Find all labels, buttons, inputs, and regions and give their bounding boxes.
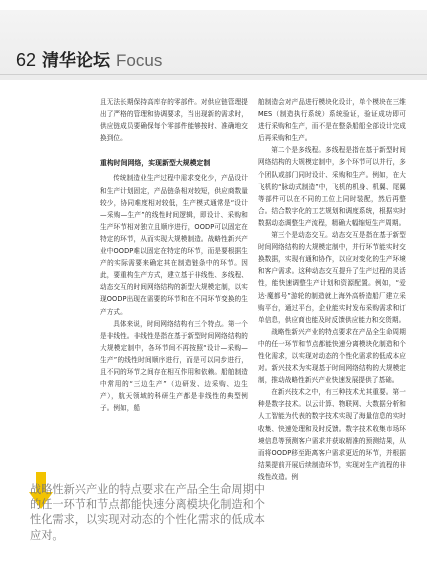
right-paragraph-2: 第二个是多线程。多线程是指在基于新型时间网络结构的大规模定制中，多个环节可以并行，多个团队或部门同时设计、采购和生产。例如，在大飞机的“脉动式制造”中，飞机的机身、机翼、尾翼等部件可以在不同的工位上同时装配，然后再整合。结合数字化的工艺规划和调度系统，根据实时数据动态调整生产流程，精确大幅缩短生产周期。 — [258, 146, 406, 227]
right-paragraph-3: 第三个是动态交互。动态交互是指在基于新型时间网络结构的大规模定制中，并行环节能实时交换数据，实现有通和协作，以应对变化的生产环境和客户需求。这种动态交互提升了生产过程的灵活性，能快速调整生产计划和资源配置。例如，“爱达·魔都号”游轮的制造就上海外高桥造船厂建立采购平台，通过平台，企业能实时发布采购需求和订单信息，供应商也能及时反馈供应能力和交货期。 — [258, 231, 406, 324]
right-paragraph-5: 在新兴技术之中，有三种技术尤其重要。第一种是数字技术。以云计算、物联网、大数据分析和人工智能为代表的数字技术实现了海量信息的实时收集、快速处理和及时反馈。数字技术收集市场环境信息等预测客户需求并获取精准的预测结果，从而将OODP移至距离客户需求更近的环节，并根据结果提前开展后续制造环节，实现对生产流程的非线性改造。例 — [258, 388, 406, 481]
section-name: 清华论坛 — [42, 51, 111, 71]
page-number: 62 — [16, 50, 37, 70]
header-divider — [0, 74, 427, 75]
section-subheading: 重构时间网络，实现新型大规模定制 — [100, 159, 211, 168]
page-header — [0, 0, 427, 80]
header-title — [16, 46, 162, 70]
pull-quote: 战略性新兴产业的特点要求在产品全生命周期中的任一环节和节点都能快速分离模块化制造和个性化需求，以实现对动态的个性化需求的低成本应对。 — [30, 483, 265, 542]
right-paragraph-4: 战略性新兴产业的特点要求在产品全生命周期中的任一环节和节点都能快速分离模块化制造和个性化需求，以实现对动态的个性化需求的低成本应对。新兴技术为实现基于时间网络结构的大规模定制，推动战略性新兴产业快速发展提供了基础。 — [258, 327, 406, 385]
left-column — [100, 96, 248, 472]
right-paragraph-1: 舶制造会对产品进行模块化设计，单个模块在三维MES（制造执行系统）系统验证，验证成功即可进行采购和生产，而不是在整条船船全部设计完成后再采购和生产。 — [258, 98, 406, 143]
left-paragraph-3: 具体来说，时间网络结构有三个特点。第一个是非线性。非线性是指在基于新型时间网络结构的大规模定制中，各环节间不再按照“设计—采购—生产”的线性时间顺序进行，而是可以同步进行，且不同的环节之间存在相互作用和依赖。船舶制造中常用的“三边生产”（边研发、边采购、边生产），航天领域的科研生产都是非线性的典型例子。例如，船 — [100, 319, 248, 413]
right-column — [258, 96, 406, 536]
left-paragraph-1: 且无法长期保持高库存的零部件。对供应链管理提出了严格的管理和协调要求，当出现新的需求时，供应链成员要确保每个零部件能够按时、准确地交换到位。 — [100, 98, 248, 143]
left-paragraph-2: 传统制造业生产过程中需求变化少，产品设计和生产计划固定，产品链条相对较短，供应商数量较少，协同难度相对较低，生产模式通常是“设计—采购—生产”的线性时间逻辑，即设计、采购和生产环节相对独立且顺序进行，OODP可以固定在特定的环节，从而实现大规模制造。战略性新兴产业中OODP难以固定在特定的环节，而是要根据生产的实际需要来确定其在制造链条中的环节。因此，要重构生产方式，建立基于非线性、多线程、动态交互的时间网络结构的新型大规模定制，以实现OODP出现在需要的环节和在不同环节变换的生产方式。 — [100, 174, 248, 316]
section-name-en: Focus — [116, 51, 163, 70]
